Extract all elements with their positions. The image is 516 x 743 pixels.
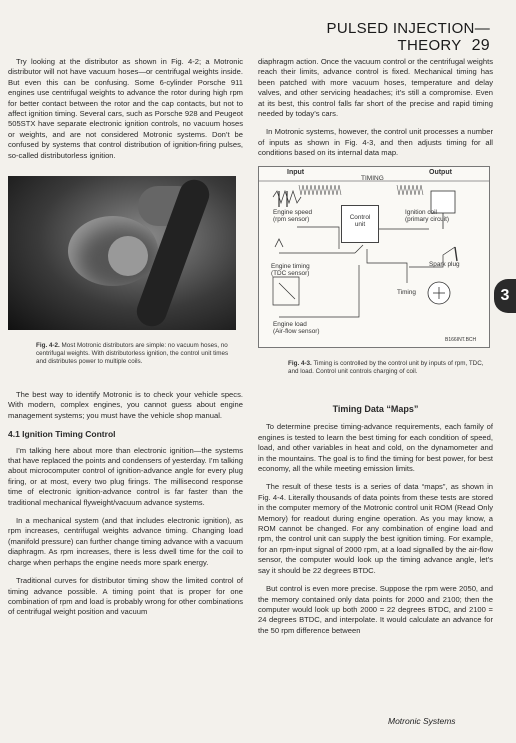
engine-speed-label: Engine speed (rpm sensor) — [273, 209, 313, 224]
fig3-caption-label: Fig. 4-3. — [288, 360, 312, 367]
control-unit-label: Control unit — [349, 214, 371, 229]
paragraph: The best way to identify Motronic is to check your vehicle specs. With modern, complex engines, you cannot guess about engine management systems; you must have the vehicle shop manual. — [8, 390, 243, 420]
paragraph: I’m talking here about more than electronic ignition—the systems that have replaced the points and condensers of yesterday. I’m talking about microcomputer control of ignition-advance angle for every plug firing, or at most, every two plug firings. The millisecond response time of electronic ignition-advance control is far faster than the traditional mechanical flyweight/vacuum advance systems. — [8, 445, 243, 507]
page-number: 29 — [471, 37, 490, 54]
paragraph: But control is even more precise. Suppose the rpm were 2050, and the memory contained only data points for 2000 and 2100; then the computer would look up both 2000 = 22 degrees BTDC, and 2100 = 24 degrees BTDC, and interpolate. It would calculate an advance for the 50 rpm difference between — [258, 584, 493, 635]
fig3-caption-text: Timing is controlled by the control unit by inputs of rpm, TDC, and load. Control unit controls charging of coil. — [288, 360, 484, 376]
page-footer: Motronic Systems — [388, 716, 456, 726]
diagram-lines — [259, 167, 489, 347]
fig2-caption — [36, 342, 236, 367]
left-column-bottom — [8, 390, 243, 626]
ignition-coil-label: Ignition coil (primary circuit) — [405, 209, 450, 224]
header-title: PULSED INJECTION—THEORY — [326, 20, 490, 54]
diagram-timing-title: TIMING — [361, 175, 384, 182]
paragraph: The result of these tests is a series of data “maps”, as shown in Fig. 4-4. Literally thousands of data points from these tests are stored in the computer memory of the Motronic control unit ROM (Read Only Memory) for readout during engine operation. As you may know, a ROM cannot be changed. For any combination of engine load and rpm, the control unit can supply the best ignition timing. For example, for an rpm-input signal of 2000 rpm, at a load signalled by the air-flow sensor, the computer would look up the timing advance angle, let’s say it should be 22 degrees BTDC. — [258, 482, 493, 575]
paragraph: To determine precise timing-advance requirements, each family of engines is tested to learn the best timing for each condition of speed, load, and other variables in heat and cold, on the dynamometer and in the mountains. The goal is to find the timing for best power, for best economy, all the while meeting emission limits. — [258, 422, 493, 474]
paragraph: Traditional curves for distributor timing show the limited control of timing advance possible. A timing point that is proper for one combination of rpm and load is probably wrong for other combinations of centrifugal weight position and vacuum — [8, 576, 243, 617]
page-header — [250, 20, 490, 55]
section-heading: 4.1 Ignition Timing Control — [8, 429, 116, 440]
fig3-caption — [288, 360, 488, 376]
right-column-top — [258, 57, 493, 167]
diagram-code: B166INT.BCH — [445, 337, 477, 343]
engine-timing-label: Engine timing (TDC sensor) — [271, 263, 310, 278]
chapter-tab[interactable]: 3 — [494, 279, 516, 313]
fig2-caption-label: Fig. 4-2. — [36, 342, 60, 349]
paragraph: In a mechanical system (and that includes electronic ignition), as rpm increases, centrifugal weights advance timing. Changing load (manifold pressure) can further change timing advance with a vacuum diaphragm. As rpm increases, there is less dwell time for the coil to charge when perhaps the engine needs more spark energy. — [8, 516, 243, 567]
left-column-top — [8, 57, 243, 169]
spark-plug-label: Spark plug — [429, 261, 460, 268]
timing-dial-label: Timing — [397, 289, 416, 296]
diagram-input-label: Input — [287, 169, 305, 176]
timing-diagram — [258, 166, 490, 348]
diagram-output-label: Output — [429, 169, 452, 176]
paragraph: Try looking at the distributor as shown in Fig. 4-2; a Motronic distributor will not have vacuum hoses—or centrifugal weights inside. But even this can be confusing. Some 6-cylinder Porsche 911 engines use centrifugal weights to advance the rotor during high rpm for better contact between the rotor and the cap contacts, but not to affect ignition timing. Several cars, such as Porsche 928 and Peugeot 505STX have separate electronic ignition controls, no vacuum hoses or weights, and are not considered Motronic systems. Don’t be confused by systems that control distribution of ignition-firing pulses, so-called distributorless ignition. — [8, 57, 243, 160]
paragraph: diaphragm action. Once the vacuum control or the centrifugal weights reach their limits, advance control is fixed. Mechanical timing has been patched with more vacuum hoses, temperature and delay valves, and other servicing headaches; it’s still a compromise. Even at its best, this control falls far short of the precise and rapid timing needed by today’s cars. — [258, 57, 493, 119]
distributor-photo — [8, 176, 236, 330]
paragraph: In Motronic systems, however, the control unit processes a number of inputs as shown in Fig. 4-3, and then adjusts timing for all conditions based on its internal data map. — [258, 127, 493, 158]
engine-load-label: Engine load (Air-flow sensor) — [273, 321, 320, 336]
fig2-caption-text: Most Motronic distributors are simple: no vacuum hoses, no centrifugal weights. With distributorless ignition, the control unit times and distributes power to multiple coils. — [36, 342, 229, 366]
right-column-bottom — [258, 400, 493, 644]
section-heading: Timing Data “Maps” — [332, 404, 419, 414]
control-unit-box — [341, 205, 379, 243]
